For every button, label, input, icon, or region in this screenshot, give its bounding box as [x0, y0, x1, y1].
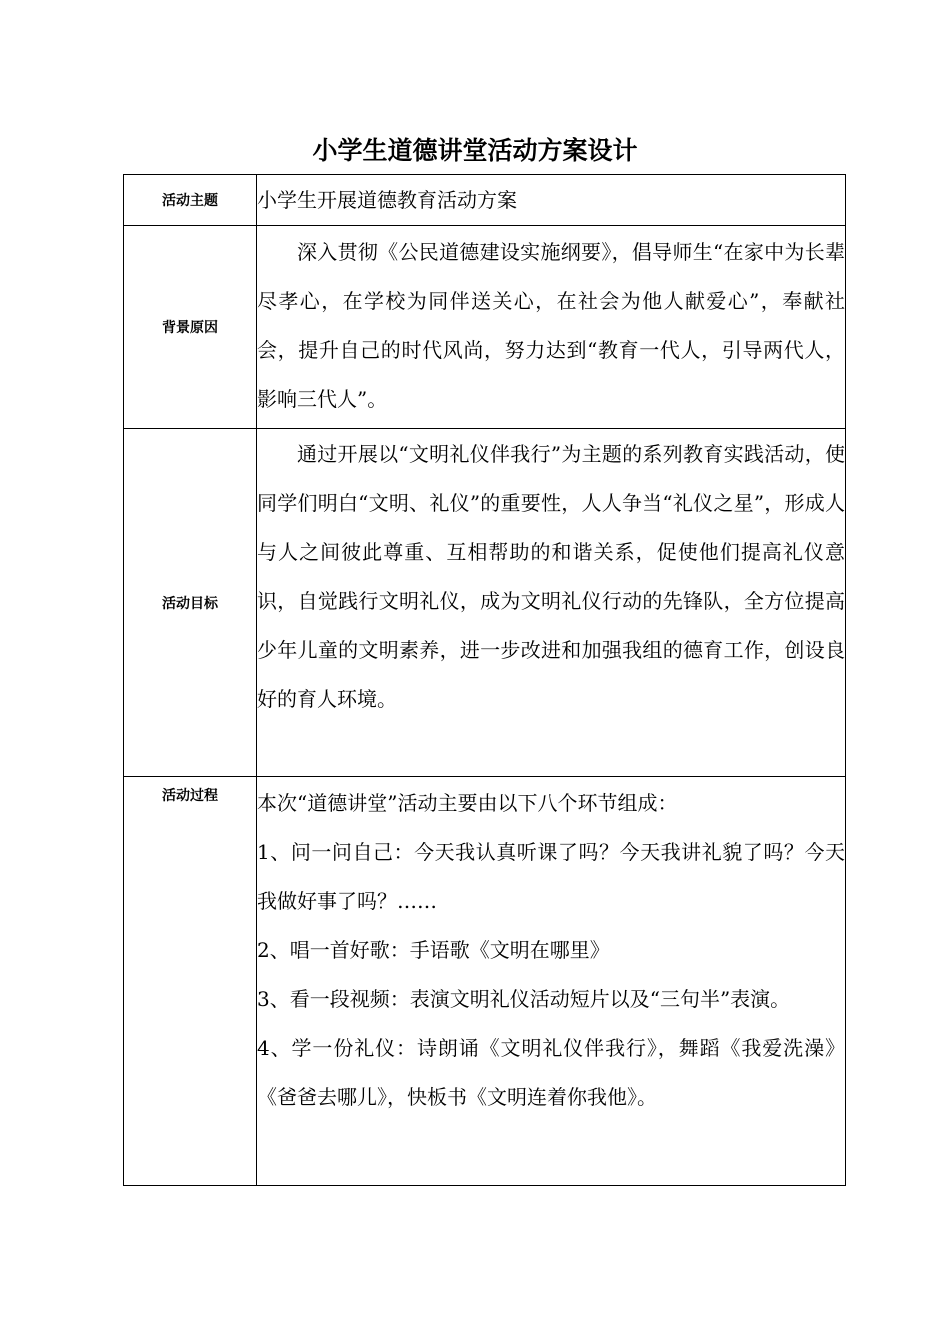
- background-label: 背景原因: [124, 226, 257, 429]
- theme-content: [257, 175, 846, 226]
- table-row-goal: [124, 429, 846, 777]
- goal-content: [257, 429, 846, 777]
- goal-label: 活动目标: [124, 429, 257, 777]
- goal-text: 通过开展以“文明礼仪伴我行”为主题的系列教育实践活动，使同学们明白“文明、礼仪”的重要性，人人争当“礼仪之星”，形成人与人之间彼此尊重、互相帮助的和谐关系，促使他们提高礼仪意识，自觉践行文明礼仪，成为文明礼仪行动的先锋队，全方位提高少年儿童的文明素养，进一步改进和加强我组的德育工作，创设良好的育人环境。: [257, 442, 845, 711]
- process-item: 1、问一问自己：今天我认真听课了吗？今天我讲礼貌了吗？今天我做好事了吗？……: [257, 840, 845, 913]
- theme-label: 活动主题: [124, 175, 257, 226]
- process-label: 活动过程: [124, 777, 257, 1186]
- theme-text: 小学生开展道德教育活动方案: [257, 188, 517, 212]
- activity-plan-table: [123, 174, 846, 1186]
- process-intro: 本次“道德讲堂”活动主要由以下八个环节组成：: [257, 791, 678, 815]
- process-item: 2、唱一首好歌：手语歌《文明在哪里》: [257, 938, 610, 962]
- background-content: [257, 226, 846, 429]
- process-item: 4、学一份礼仪：诗朗诵《文明礼仪伴我行》，舞蹈《我爱洗澡》《爸爸去哪儿》，快板书《文明连着你我他》。: [257, 1036, 845, 1109]
- process-item: 3、看一段视频：表演文明礼仪活动短片以及“三句半”表演。: [257, 987, 791, 1011]
- page-title: 小学生道德讲堂活动方案设计: [312, 136, 638, 165]
- table-row-theme: [124, 175, 846, 226]
- process-content: [257, 777, 846, 1186]
- background-text: 深入贯彻《公民道德建设实施纲要》，倡导师生“在家中为长辈尽孝心，在学校为同伴送关心，在社会为他人献爱心”，奉献社会，提升自己的时代风尚，努力达到“教育一代人，引导两代人，影响三代人”。: [257, 240, 845, 411]
- table-row-background: [124, 226, 846, 429]
- table-row-process: [124, 777, 846, 1186]
